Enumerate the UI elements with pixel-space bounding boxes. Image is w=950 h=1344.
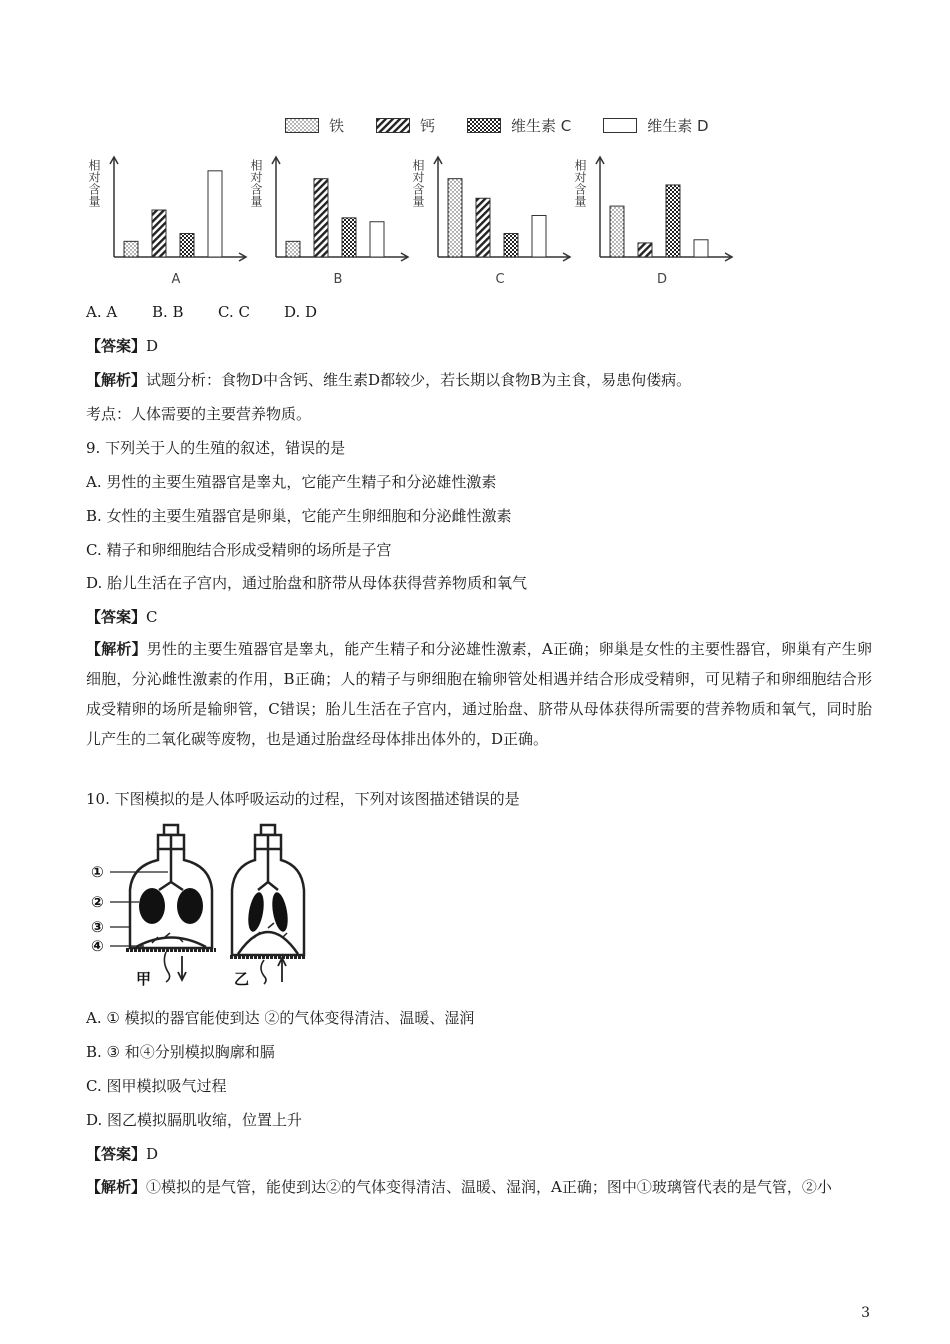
label-yi: 乙: [234, 970, 250, 988]
chart-title: A: [171, 272, 181, 287]
label-2: ②: [91, 893, 104, 911]
y-axis-label: 相对含量: [411, 159, 425, 207]
bar-vitamin-d: [532, 215, 546, 257]
q10-option-d: D. 图乙模拟膈肌收缩，位置上升: [86, 1111, 303, 1129]
label-1: ①: [91, 863, 104, 881]
bar-chart-a: [86, 145, 251, 290]
jar-jia: [126, 825, 216, 982]
page-number: 3: [861, 1305, 870, 1321]
chart-title: C: [495, 272, 505, 287]
q9-option-a: A. 男性的主要生殖器官是睾丸，它能产生精子和分泌雄性激素: [86, 473, 497, 491]
chart-title: B: [333, 272, 343, 287]
bar-iron: [286, 241, 300, 257]
legend-swatch-calcium: [376, 118, 410, 133]
legend-swatch-vitamin-c: [467, 118, 501, 133]
legend-label: 维生素 D: [647, 116, 709, 135]
label-3: ③: [91, 918, 104, 936]
analysis-text: 试题分析：食物D中含钙、维生素D都较少，若长期以食物B为主食，易患佝偻病。: [146, 371, 692, 389]
analysis-text: ①模拟的是气管，能使到达②的气体变得清洁、温暖、湿润，A正确；图中①玻璃管代表的是气管，②小: [146, 1178, 832, 1196]
q10-stem: 10. 下图模拟的是人体呼吸运动的过程，下列对该图描述错误的是: [86, 790, 520, 808]
answer-tag: 【答案】: [86, 337, 147, 355]
bar-calcium: [152, 210, 166, 257]
chart-legend: [285, 113, 741, 137]
bar-iron: [448, 179, 462, 257]
y-axis-label: 相对含量: [87, 159, 101, 207]
option: A. A: [86, 303, 118, 321]
legend-label: 钙: [420, 116, 436, 135]
label-jia: 甲: [136, 970, 152, 988]
bar-vitamin-d: [370, 222, 384, 257]
q9-option-b: B. 女性的主要生殖器官是卵巢，它能产生卵细胞和分泌雌性激素: [86, 507, 512, 525]
option: D. D: [284, 303, 318, 321]
q8-answer: [86, 336, 158, 356]
legend-label: 铁: [329, 116, 345, 135]
q8-analysis: [86, 370, 691, 390]
bar-calcium: [314, 179, 328, 257]
bar-chart-b: [248, 145, 413, 290]
option: C. C: [218, 303, 250, 321]
bar-vitamin-c: [504, 234, 518, 258]
label-4: ④: [91, 937, 104, 955]
analysis-tag: 【解析】: [86, 640, 147, 658]
bar-calcium: [638, 243, 652, 257]
q9-analysis: [86, 634, 872, 754]
bar-iron: [124, 241, 138, 257]
bar-vitamin-d: [694, 240, 708, 257]
q8-options: [86, 302, 317, 322]
q10-option-b: B. ③ 和④分别模拟胸廓和膈: [86, 1043, 275, 1061]
bar-vitamin-c: [180, 234, 194, 258]
answer-value: D: [146, 1145, 159, 1163]
bar-vitamin-c: [666, 185, 680, 257]
bar-calcium: [476, 198, 490, 257]
q9-answer: [86, 607, 158, 627]
legend-label: 维生素 C: [511, 116, 572, 135]
answer-tag: 【答案】: [86, 1145, 147, 1163]
bar-vitamin-c: [342, 218, 356, 257]
respiration-model-figure: [86, 820, 326, 995]
analysis-tag: 【解析】: [86, 1178, 147, 1196]
bar-vitamin-d: [208, 171, 222, 257]
q9-option-c: C. 精子和卵细胞结合形成受精卵的场所是子宫: [86, 541, 392, 559]
q10-option-c: C. 图甲模拟吸气过程: [86, 1077, 227, 1095]
answer-value: D: [146, 337, 159, 355]
answer-tag: 【答案】: [86, 608, 147, 626]
q10-option-a: A. ① 模拟的器官能使到达 ②的气体变得清洁、温暖、湿润: [86, 1009, 475, 1027]
y-axis-label: 相对含量: [573, 159, 587, 207]
bar-chart-c: [410, 145, 575, 290]
q8-kaodian: 考点：人体需要的主要营养物质。: [86, 405, 312, 423]
bar-chart-d: [572, 145, 737, 290]
analysis-text: 男性的主要生殖器官是睾丸，能产生精子和分泌雄性激素，A正确；卵巢是女性的主要性器官，卵巢有产生卵细胞，分沁雌性激素的作用，B正确；人的精子与卵细胞在输卵管处相遇并结合形成受精卵，可见精子和卵细胞结合形成受精卵的场所是输卵管，C错误；胎儿生活在子宫内，通过胎盘、脐带从母体获得所需要的营养物质和氧气，同时胎儿产生的二氧化碳等废物，也是通过胎盘经母体排出体外的，D正确。: [86, 640, 872, 748]
q10-analysis: [86, 1172, 872, 1202]
legend-swatch-iron: [285, 118, 319, 133]
chart-title: D: [656, 272, 668, 287]
q10-answer: [86, 1144, 158, 1164]
jar-yi: [230, 825, 306, 984]
q9-option-d: D. 胎儿生活在子宫内，通过胎盘和脐带从母体获得营养物质和氧气: [86, 574, 528, 592]
q9-stem: 9. 下列关于人的生殖的叙述，错误的是: [86, 439, 346, 457]
bar-iron: [610, 206, 624, 257]
option: B. B: [152, 303, 184, 321]
answer-value: C: [146, 608, 158, 626]
y-axis-label: 相对含量: [249, 159, 263, 207]
legend-swatch-vitamin-d: [603, 118, 637, 133]
analysis-tag: 【解析】: [86, 371, 147, 389]
